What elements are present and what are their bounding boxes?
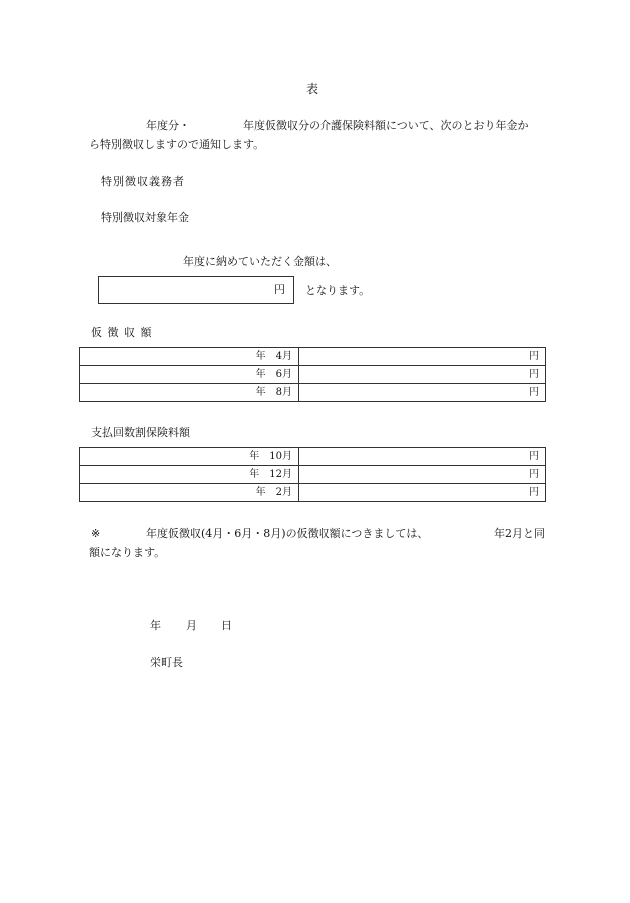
total-amount-box: [98, 276, 294, 304]
period-cell: [80, 384, 299, 402]
unit-label: 円: [529, 486, 539, 498]
month-label: 10月: [269, 450, 292, 462]
payment-prompt: 年度に納めていただく金額は、: [183, 255, 337, 268]
installments-heading: 支払回数割保険料額: [91, 426, 190, 439]
month-label: 4月: [275, 350, 292, 362]
unit-label: 円: [529, 368, 539, 380]
table-row: [80, 384, 546, 402]
provisional-table: [79, 347, 546, 402]
unit-label: 円: [529, 386, 539, 398]
amount-cell: [299, 448, 546, 466]
provisional-heading: 仮 徴 収 額: [91, 326, 153, 339]
page-title: 表: [306, 82, 319, 96]
obligor-label: 特別徴収義務者: [101, 175, 185, 188]
year-label: 年: [255, 368, 266, 380]
year-label: 年: [255, 350, 266, 362]
amount-cell: [299, 384, 546, 402]
year-label: 年: [249, 468, 260, 480]
issuer-name: 栄町長: [150, 656, 183, 669]
period-cell: [80, 366, 299, 384]
table-row: [80, 484, 546, 502]
year-label: 年: [255, 486, 266, 498]
period-cell: [80, 448, 299, 466]
intro-line-2: ら特別徴収しますので通知します。: [89, 138, 265, 151]
total-amount-unit: 円: [274, 283, 285, 296]
month-label: 12月: [269, 468, 292, 480]
unit-label: 円: [529, 468, 539, 480]
note-line-1: 年度仮徴収(4月・6月・8月)の仮徴収額につきましては、: [146, 527, 429, 540]
amount-cell: [299, 466, 546, 484]
note-line-2: 額になります。: [89, 546, 166, 559]
period-cell: [80, 484, 299, 502]
month-label: 6月: [275, 368, 292, 380]
period-cell: [80, 466, 299, 484]
date-year-label: 年: [150, 619, 161, 632]
date-day-label: 日: [221, 619, 232, 632]
pension-label: 特別徴収対象年金: [101, 211, 189, 224]
table-row: [80, 448, 546, 466]
year-label: 年: [249, 450, 260, 462]
month-label: 8月: [275, 386, 292, 398]
amount-cell: [299, 348, 546, 366]
total-amount-suffix: となります。: [305, 284, 371, 297]
period-cell: [80, 348, 299, 366]
amount-cell: [299, 484, 546, 502]
table-row: [80, 366, 546, 384]
unit-label: 円: [529, 350, 539, 362]
note-mark: ※: [91, 527, 101, 540]
table-row: [80, 466, 546, 484]
installments-table: [79, 447, 546, 502]
year-label: 年: [255, 386, 266, 398]
note-line-1-end: 年2月と同: [494, 527, 545, 540]
date-month-label: 月: [186, 619, 197, 632]
intro-line-1: 年度仮徴収分の介護保険料額について、次のとおり年金か: [243, 119, 529, 132]
unit-label: 円: [529, 450, 539, 462]
month-label: 2月: [275, 486, 292, 498]
amount-cell: [299, 366, 546, 384]
table-row: [80, 348, 546, 366]
intro-fiscal-year-label: 年度分・: [146, 119, 190, 132]
